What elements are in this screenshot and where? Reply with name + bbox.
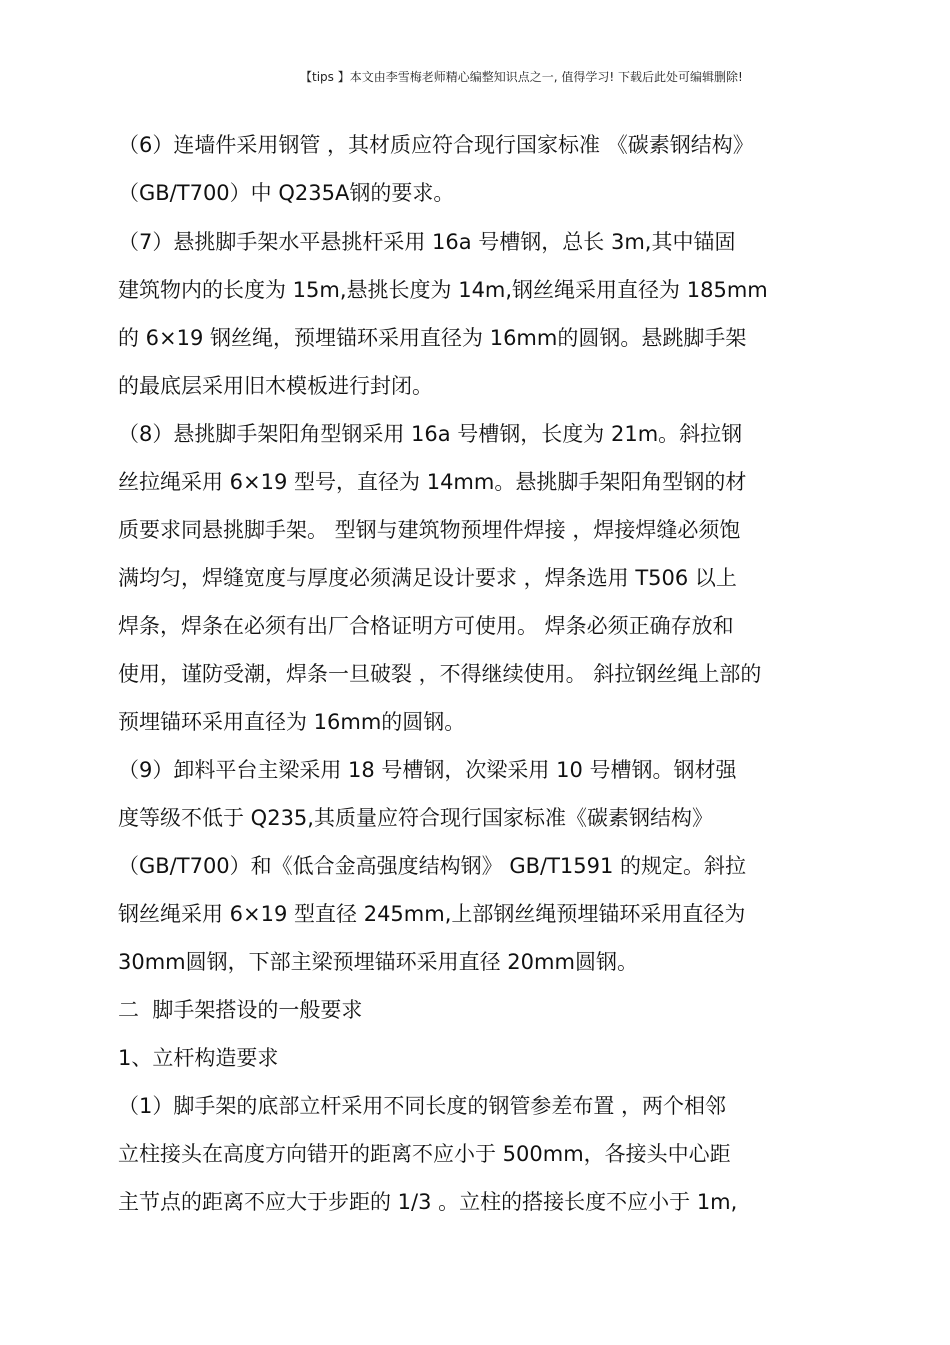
text-line: 满均匀，焊缝宽度与厚度必须满足设计要求 ，焊条选用 T506 以上 bbox=[118, 566, 737, 590]
text-line: 钢丝绳采用 6×19 型直径 245mm,上部钢丝绳预埋锚环采用直径为 bbox=[118, 902, 746, 926]
text-line: （GB/T700）中 Q235A钢的要求。 bbox=[118, 181, 455, 205]
tips-header-note: 【tips 】本文由李雪梅老师精心编整知识点之一, 值得学习! 下载后此处可编辑删除! bbox=[300, 70, 743, 84]
subsection-heading: 1、立杆构造要求 bbox=[118, 1046, 279, 1070]
text-line: 焊条，焊条在必须有出厂合格证明方可使用。 焊条必须正确存放和 bbox=[118, 614, 734, 638]
text-line: 的 6×19 钢丝绳，预埋锚环采用直径为 16mm的圆钢。悬跳脚手架 bbox=[118, 326, 747, 350]
section-heading: 二 脚手架搭设的一般要求 bbox=[118, 998, 363, 1022]
text-line: 立柱接头在高度方向错开的距离不应小于 500mm，各接头中心距 bbox=[118, 1142, 731, 1166]
text-line: （GB/T700）和《低合金高强度结构钢》 GB/T1591 的规定。斜拉 bbox=[118, 854, 747, 878]
text-line: （1）脚手架的底部立杆采用不同长度的钢管参差布置 ，两个相邻 bbox=[118, 1094, 727, 1118]
text-line: 度等级不低于 Q235,其质量应符合现行国家标准《碳素钢结构》 bbox=[118, 806, 713, 830]
text-line: 主节点的距离不应大于步距的 1/3 。立柱的搭接长度不应小于 1m, bbox=[118, 1190, 738, 1214]
text-line: （6）连墙件采用钢管 ，其材质应符合现行国家标准 《碳素钢结构》 bbox=[118, 133, 754, 157]
text-line: 丝拉绳采用 6×19 型号，直径为 14mm。悬挑脚手架阳角型钢的材 bbox=[118, 470, 747, 494]
text-line: （7）悬挑脚手架水平悬挑杆采用 16a 号槽钢，总长 3m,其中锚固 bbox=[118, 230, 736, 254]
text-line: 30mm圆钢，下部主梁预埋锚环采用直径 20mm圆钢。 bbox=[118, 950, 638, 974]
text-line: 预埋锚环采用直径为 16mm的圆钢。 bbox=[118, 710, 466, 734]
text-line: 质要求同悬挑脚手架。 型钢与建筑物预埋件焊接 ，焊接焊缝必须饱 bbox=[118, 518, 741, 542]
text-line: 使用，谨防受潮，焊条一旦破裂 ，不得继续使用。 斜拉钢丝绳上部的 bbox=[118, 662, 762, 686]
text-line: 的最底层采用旧木模板进行封闭。 bbox=[118, 374, 433, 398]
text-line: （9）卸料平台主梁采用 18 号槽钢，次梁采用 10 号槽钢。钢材强 bbox=[118, 758, 737, 782]
text-line: （8）悬挑脚手架阳角型钢采用 16a 号槽钢，长度为 21m。斜拉钢 bbox=[118, 422, 743, 446]
text-line: 建筑物内的长度为 15m,悬挑长度为 14m,钢丝绳采用直径为 185mm bbox=[118, 278, 768, 302]
